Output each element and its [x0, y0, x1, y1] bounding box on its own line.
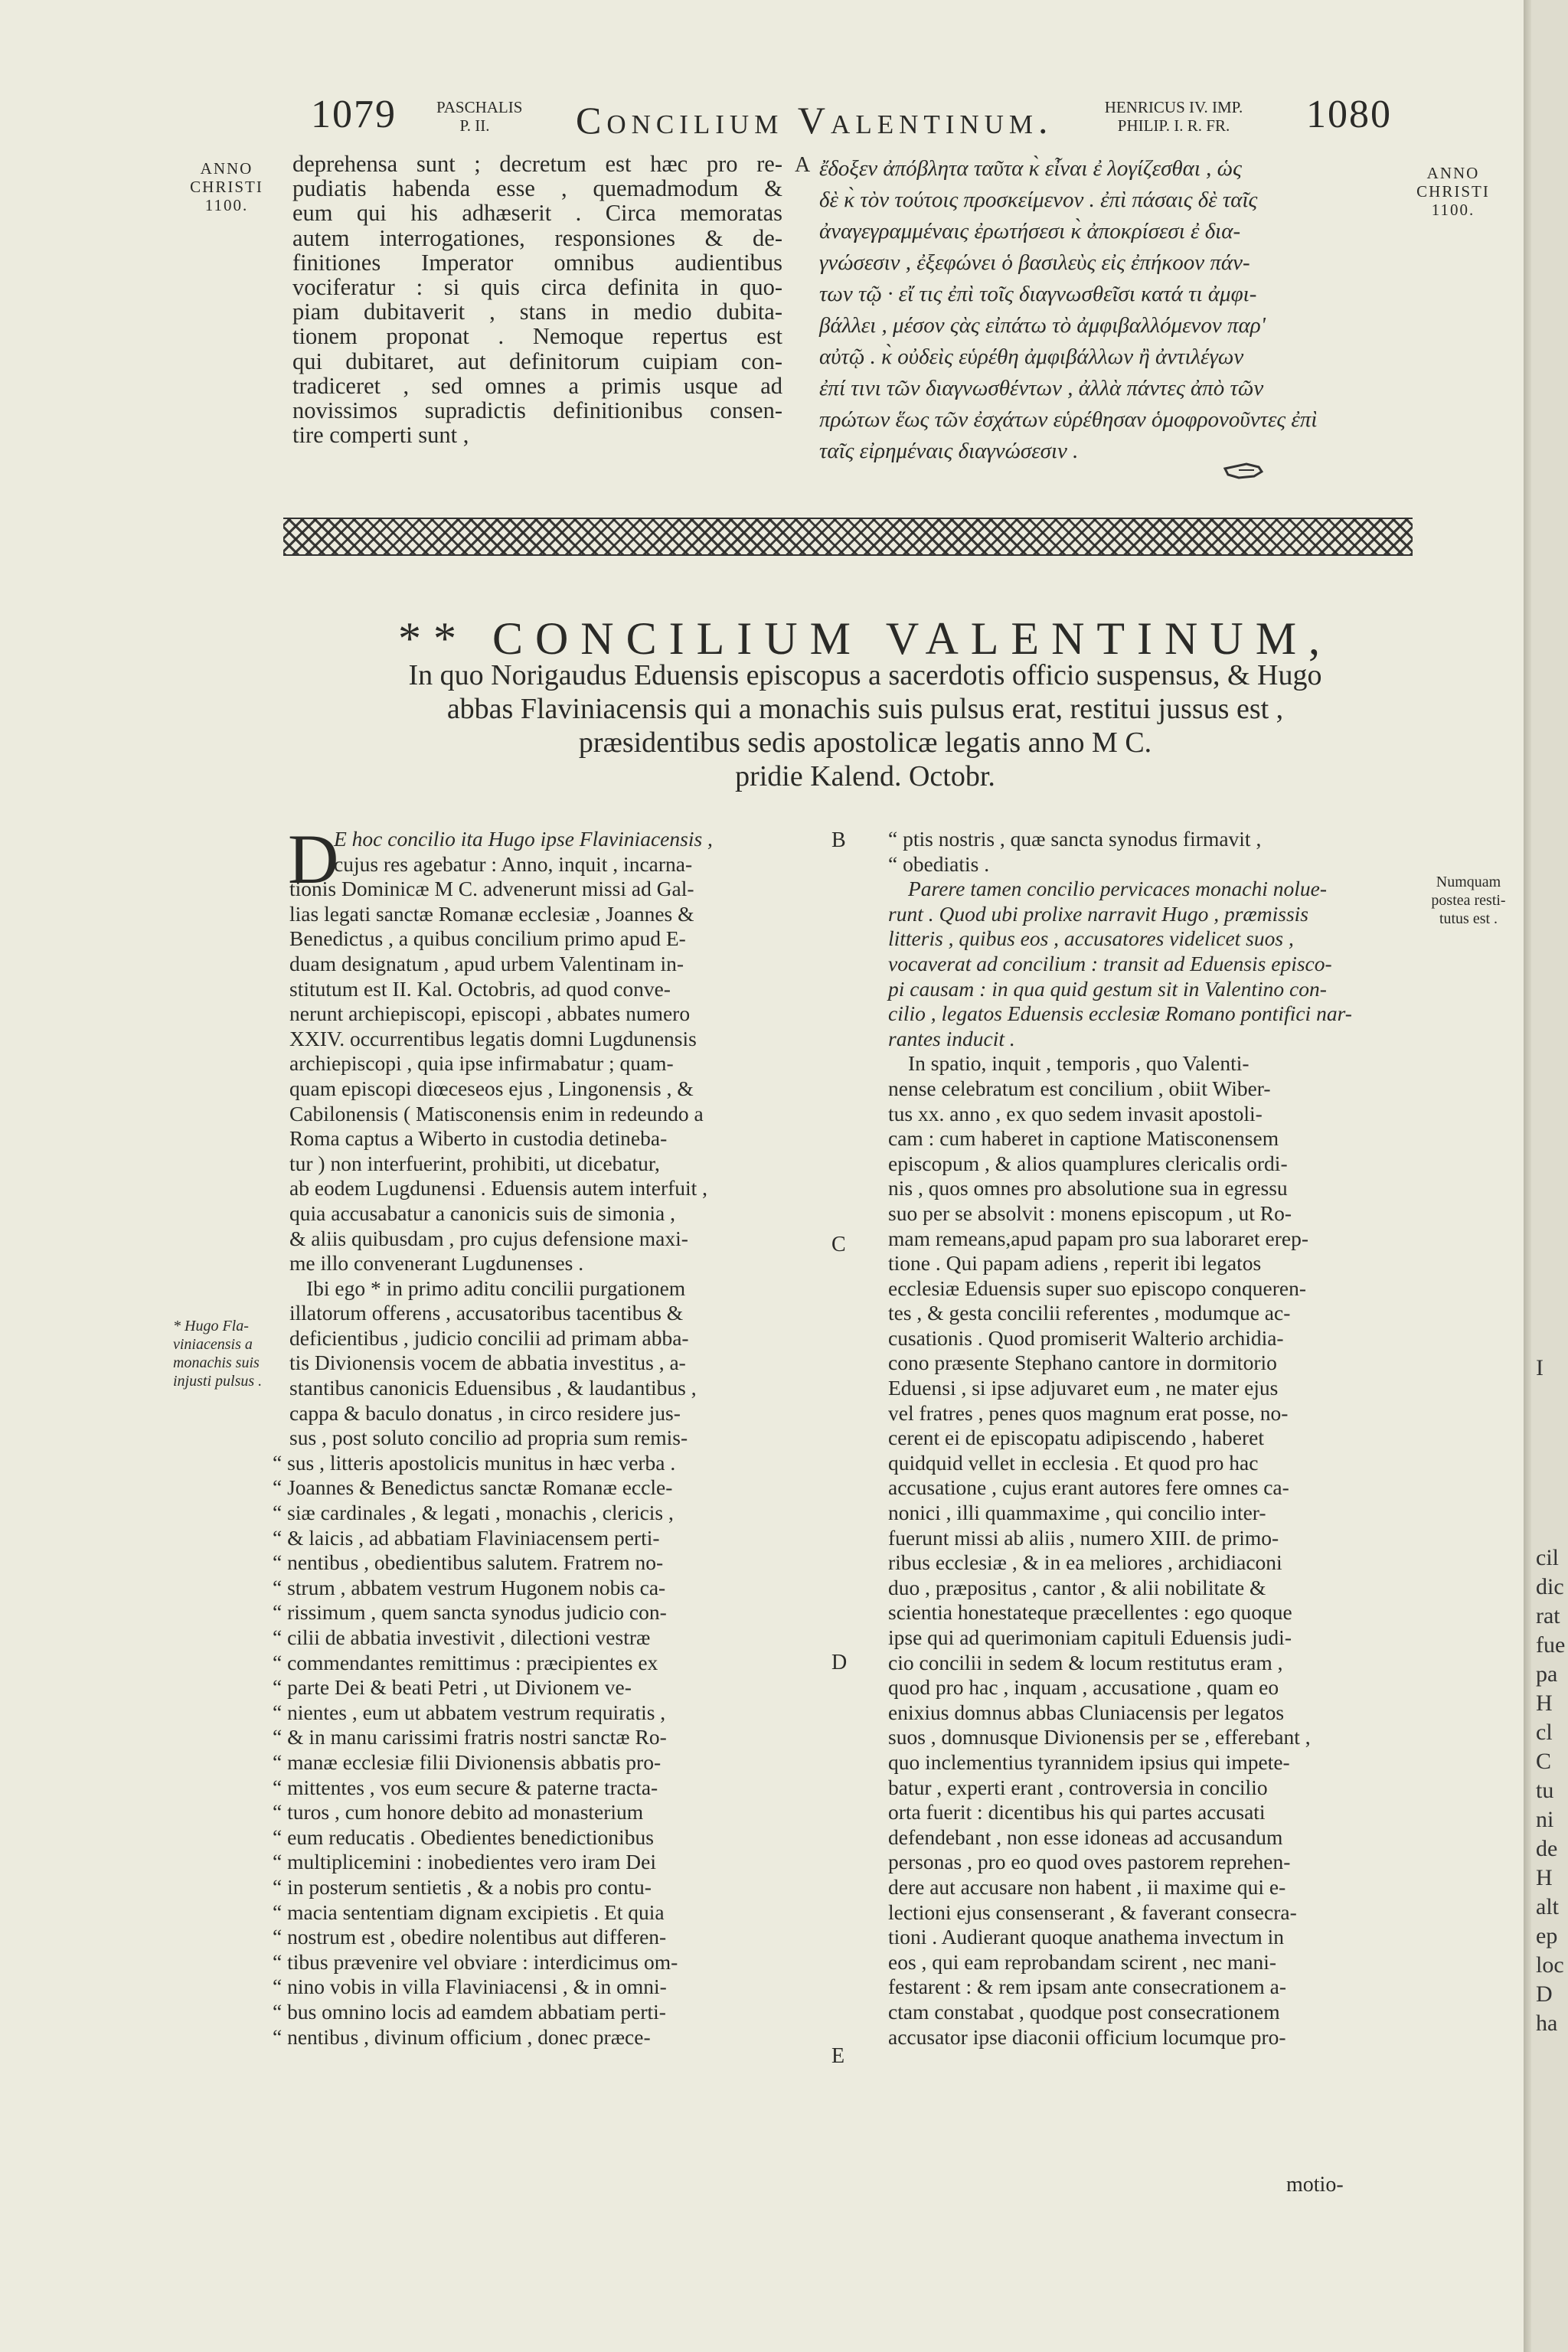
right-line: suos , domnusque Divionensis per se , efferebant ,: [888, 1725, 1311, 1749]
left-line: tis Divionensis vocem de abbatia investitus , a-: [289, 1351, 686, 1375]
facing-fragment: ni: [1536, 1807, 1554, 1832]
left-line: “ nentibus , divinum officium , donec præce-: [273, 2024, 651, 2049]
left-line: quam episcopi diœceseos ejus , Lingonensis , &: [289, 1076, 694, 1100]
section-title: ** CONCILIUM VALENTINUM,: [397, 613, 1333, 664]
section-letter-b: B: [831, 828, 846, 852]
facing-fragment: alt: [1536, 1894, 1559, 1919]
right-line: quidquid vellet in ecclesia . Et quod pro hac: [888, 1450, 1259, 1475]
book-gutter: [1524, 0, 1531, 2352]
right-line: pi causam : in qua quid gestum sit in Valentino con-: [888, 976, 1327, 1001]
left-line: lias legati sanctæ Romanæ ecclesiæ , Joannes &: [289, 901, 694, 926]
facing-fragment: fue: [1536, 1632, 1566, 1658]
right-line: orta fuerit : dicentibus his qui partes accusati: [888, 1800, 1266, 1824]
right-line: dere aut accusare non habent , ii maxime qui e-: [888, 1874, 1286, 1899]
facing-fragment: ha: [1536, 2011, 1558, 2036]
top-greek-line: ἔδοξεν ἀπόβλητα ταῦτα κ̀ εἶναι ἐ λογίζεσθαι , ὡς: [819, 156, 1242, 181]
right-line: defendebant , non esse idoneas ad accusandum: [888, 1824, 1283, 1849]
left-line: duam designatum , apud urbem Valentinam in-: [289, 951, 684, 975]
right-line: “ ptis nostris , quæ sancta synodus firmavit ,: [888, 827, 1262, 851]
left-line: Ibi ego * in primo aditu concilii purgationem: [306, 1276, 686, 1300]
left-line: “ siæ cardinales , & legati , monachis , clericis ,: [273, 1501, 674, 1525]
right-line: ctam constabat , quodque post consecrationem: [888, 1999, 1280, 2024]
right-line: enixius domnus abbas Cluniacensis per legatos: [888, 1700, 1285, 1724]
margin-note-line: postea resti-: [1431, 892, 1506, 909]
top-latin-text: [292, 152, 782, 447]
right-line: vel fratres , penes quos magnum erat posse, no-: [888, 1400, 1289, 1425]
right-line: duo , præpositus , cantor , & alii nobilitate &: [888, 1575, 1266, 1599]
left-line: “ parte Dei & beati Petri , ut Divionem ve-: [273, 1675, 632, 1700]
subtitle-line: abbas Flaviniacensis qui a monachis suis pulsus erat, restitui jussus est ,: [446, 693, 1284, 725]
pope-number: P. II.: [459, 116, 490, 135]
right-line: accusatione , cujus erant autores fere omnes ca-: [888, 1475, 1289, 1500]
right-line: In spatio, inquit , temporis , quo Valenti-: [908, 1051, 1250, 1076]
left-line: “ cilii de abbatia investivit , dilectioni vestræ: [273, 1625, 651, 1649]
right-line: Eduensi , si ipse adjuvaret eum , ne mater ejus: [888, 1376, 1279, 1400]
left-line: “ Joannes & Benedictus sanctæ Romanæ eccle-: [273, 1475, 673, 1500]
left-line: “ manæ ecclesiæ filii Divionensis abbatis pro-: [273, 1749, 662, 1774]
left-line: “ tibus prævenire vel obviare : interdicimus om-: [273, 1949, 678, 1974]
top-latin-line: pudiatis habenda esse , quemadmodum &: [292, 175, 782, 202]
left-line: quia accusabatur a canonicis suis de simonia ,: [289, 1200, 676, 1225]
left-line: “ nientes , eum ut abbatem vestrum requiratis ,: [273, 1700, 666, 1724]
left-line: cappa & baculo donatus , in circo residere jus-: [289, 1400, 681, 1425]
right-line: runt . Quod ubi prolixe narravit Hugo , præmissis: [888, 901, 1309, 926]
top-latin-line: vociferatur : si quis circa definita in quo-: [292, 274, 782, 301]
right-line: quo inclementius tyrannidem ipsius qui impete-: [888, 1749, 1290, 1774]
left-line: archiepiscopi , quia ipse infirmabatur ; quam-: [289, 1051, 674, 1076]
facing-fragment: D: [1536, 1981, 1553, 2007]
left-line: tionis Dominicæ M C. advenerunt missi ad Gal-: [289, 877, 694, 901]
right-line: ecclesiæ Eduensis super suo episcopo conqueren-: [888, 1276, 1307, 1300]
left-line: deficientibus , judicio concilii ad primam abba-: [289, 1325, 689, 1350]
section-letter-e: E: [831, 2044, 845, 2068]
left-line: stantibus canonicis Eduensibus , & laudantibus ,: [289, 1376, 697, 1400]
right-column: [888, 827, 1401, 2050]
catchword: motio-: [1286, 2173, 1344, 2197]
facing-fragment: de: [1536, 1836, 1558, 1861]
top-greek-text: [819, 153, 1401, 467]
right-line: ipse qui ad querimoniam capituli Eduensis judi-: [888, 1625, 1292, 1649]
left-line: “ sus , litteris apostolicis munitus in hæc verba .: [273, 1450, 676, 1475]
right-line: mam remeans,apud papam pro sua laboraret erep-: [888, 1226, 1308, 1250]
right-line: cono præsente Stephano cantore in dormitorio: [888, 1351, 1277, 1375]
left-line: “ nostrum est , obedire nolentibus aut differen-: [273, 1925, 667, 1949]
left-line: illatorum offerens , accusatoribus tacentibus &: [289, 1301, 684, 1325]
left-column: [273, 820, 818, 2050]
top-latin-line: eum qui his adhæserit . Circa memoratas: [292, 200, 782, 227]
top-latin-line: deprehensa sunt ; decretum est hæc pro re-: [292, 151, 782, 177]
right-line: eos , qui eam reprobandam scirent , nec mani-: [888, 1949, 1277, 1974]
top-latin-line: tire comperti sunt ,: [292, 422, 469, 449]
facing-fragment: pa: [1536, 1661, 1558, 1687]
left-line: XXIV. occurrentibus legatis domni Lugdunensis: [289, 1026, 697, 1050]
left-line: “ & in manu carissimi fratris nostri sanctæ Ro-: [273, 1725, 667, 1749]
facing-fragment: loc: [1536, 1952, 1564, 1978]
left-line: “ & laicis , ad abbatiam Flaviniacensem perti-: [273, 1525, 660, 1550]
left-line: Roma captus a Wiberto in custodia detineba-: [289, 1126, 668, 1151]
top-greek-line: ἐπί τινι τῶν διαγνωσθέντων , ἀλλὰ πάντες ἀπὸ τῶν: [819, 376, 1264, 400]
right-line: cilio , legatos Eduensis ecclesiæ Romano pontifici nar-: [888, 1001, 1352, 1026]
section-subtitle: [306, 658, 1424, 793]
top-latin-line: qui dubitaret, aut definitorum cuipiam con-: [292, 348, 782, 374]
left-line: me illo convenerant Lugdunenses .: [289, 1251, 584, 1276]
top-latin-line: piam dubitaverit , stans in medio dubita-: [292, 299, 782, 325]
anno-left-2: CHRISTI: [190, 178, 263, 196]
left-line: “ multiplicemini : inobedientes vero iram Dei: [273, 1850, 656, 1874]
top-greek-line: βάλλει , μέσον ςὰς εἰπάτω τὸ ἀμφιβαλλόμενον παρ': [819, 313, 1266, 338]
margin-note-line: tutus est .: [1439, 910, 1498, 927]
margin-note-line: Numquam: [1436, 874, 1501, 890]
right-line: “ obediatis .: [888, 851, 990, 876]
facing-fragment: H: [1536, 1865, 1553, 1890]
facing-fragment: tu: [1536, 1778, 1554, 1803]
right-line: tione . Qui papam adiens , reperit ibi legatos: [888, 1251, 1262, 1276]
section-letter-c: C: [831, 1233, 846, 1256]
left-line: E hoc concilio ita Hugo ipse Flaviniacensis ,: [334, 827, 713, 851]
right-line: fuerunt missi ab aliis , numero XIII. de primo-: [888, 1525, 1279, 1550]
facing-page-edge: [1531, 0, 1568, 2352]
left-line: “ in posterum sentietis , & a nobis pro contu-: [273, 1874, 652, 1899]
left-margin-note: [173, 1317, 280, 1390]
top-latin-line: novissimos supradictis definitionibus consen-: [292, 397, 782, 424]
right-line: personas , pro eo quod oves pastorem reprehen-: [888, 1850, 1291, 1874]
left-line: “ turos , cum honore debito ad monasterium: [273, 1800, 644, 1824]
page-number-right: 1080: [1306, 93, 1392, 136]
left-line: “ commendantes remittimus : præcipientes ex: [273, 1650, 658, 1674]
top-latin-line: tradiceret , sed omnes a primis usque ad: [292, 372, 782, 399]
top-greek-line: γνώσεσιν , ἐξεφώνει ὁ βασιλεὺς εἰς ἐπήκοον πάν-: [819, 250, 1250, 275]
anno-left: [181, 159, 273, 214]
margin-note-line: viniacensis a: [173, 1336, 253, 1353]
anno-left-3: 1100.: [204, 196, 249, 214]
left-line: “ mittentes , vos eum secure & paterne tracta-: [273, 1775, 658, 1799]
left-line: “ nino vobis in villa Flaviniacensi , & in omni-: [273, 1975, 667, 1999]
anno-right-1: ANNO: [1426, 164, 1480, 182]
subtitle-line: præsidentibus sedis apostolicæ legatis anno M C.: [578, 727, 1152, 759]
left-line: sus , post soluto concilio ad propria sum remis-: [289, 1426, 688, 1450]
right-line: cio concilii in sedem & locum restitutus eram ,: [888, 1650, 1283, 1674]
right-line: cerent ei de episcopatu adipiscendo , haberet: [888, 1426, 1264, 1450]
facing-fragment: cl: [1536, 1720, 1553, 1745]
left-line: Benedictus , a quibus concilium primo apud E-: [289, 926, 686, 951]
right-line: nonici , illi quammaxime , qui concilio inter-: [888, 1501, 1266, 1525]
top-latin-line: finitiones Imperator omnibus audientibus: [292, 249, 782, 276]
section-letter-a: A: [795, 153, 811, 177]
pointing-hand-icon: [1223, 455, 1263, 485]
right-line: batur , experti erant , controversia in concilio: [888, 1775, 1268, 1799]
right-line: Parere tamen concilio pervicaces monachi nolue-: [908, 877, 1328, 901]
margin-note-line: * Hugo Fla-: [173, 1318, 249, 1334]
right-line: tus xx. anno , ex quo sedem invasit apostoli-: [888, 1101, 1263, 1125]
top-latin-line: tionem proponat . Nemoque repertus est: [292, 323, 782, 350]
facing-fragment: rat: [1536, 1603, 1560, 1628]
ornamental-band: [283, 518, 1413, 556]
top-greek-line: πρώτων ἕως τῶν ἐσχάτων εὑρέθησαν ὁμοφρονοῦντες ἐπὶ: [819, 407, 1318, 432]
top-greek-line: ἀναγεγραμμέναις ἐρωτήσεσι κ̀ ἀποκρίσεσι ἐ δια-: [819, 219, 1241, 243]
anno-right-3: 1100.: [1431, 201, 1475, 219]
right-margin-note: [1418, 873, 1519, 928]
right-line: episcopum , & alios quamplures clericalis ordi-: [888, 1151, 1288, 1175]
left-line: tur ) non interfuerint, prohibiti, ut dicebatur,: [289, 1151, 660, 1175]
right-line: suo per se absolvit : monens episcopum , ut Ro-: [888, 1200, 1292, 1225]
ruler-emperor: HENRICUS IV. IMP.: [1104, 98, 1243, 116]
anno-left-1: ANNO: [200, 159, 253, 178]
pope-label: [436, 98, 523, 135]
left-line: Cabilonensis ( Matisconensis enim in redeundo a: [289, 1101, 704, 1125]
subtitle-line: In quo Norigaudus Eduensis episcopus a sacerdotis officio suspensus, & Hugo: [408, 659, 1322, 691]
left-line: “ strum , abbatem vestrum Hugonem nobis ca-: [273, 1575, 666, 1599]
facing-fragment: H: [1536, 1690, 1553, 1716]
right-line: nis , quos omnes pro absolutione sua in egressu: [888, 1176, 1288, 1200]
right-line: lectioni ejus consenserant , & faverant consecra-: [888, 1900, 1297, 1924]
running-title: Concilium Valentinum.: [576, 99, 1054, 142]
left-line: “ nentibus , obedientibus salutem. Fratrem no-: [273, 1550, 664, 1575]
top-greek-line: ταῖς εἰρημέναις διαγνώσεσιν .: [819, 439, 1079, 463]
rulers-label: [1086, 98, 1262, 135]
right-line: vocaverat ad concilium : transit ad Eduensis episco-: [888, 951, 1332, 975]
facing-fragment: ep: [1536, 1923, 1558, 1949]
top-latin-line: autem interrogationes, responsiones & de-: [292, 224, 782, 251]
left-line: cujus res agebatur : Anno, inquit , incarna-: [334, 851, 693, 876]
pope-name: PASCHALIS: [436, 98, 523, 116]
right-line: quod pro hac , inquam , accusatione , quam eo: [888, 1675, 1279, 1700]
section-letter-d: D: [831, 1651, 848, 1674]
right-line: tioni . Audierant quoque anathema invectum in: [888, 1925, 1285, 1949]
left-line: “ bus omnino locis ad eamdem abbatiam perti-: [273, 1999, 666, 2024]
right-line: festarent : & rem ipsam ante consecrationem a-: [888, 1975, 1286, 1999]
left-line: “ macia sententiam dignam excipietis . Et quia: [273, 1900, 665, 1924]
facing-fragment: cil: [1536, 1545, 1559, 1570]
left-line: “ rissimum , quem sancta synodus judicio con-: [273, 1600, 667, 1625]
top-greek-line: δὲ κ̀ τὸν τούτοις προσκείμενον . ἐπὶ πάσαις δὲ ταῖς: [819, 188, 1258, 212]
right-line: cam : cum haberet in captione Matisconensem: [888, 1126, 1279, 1151]
page-number-left: 1079: [311, 93, 397, 136]
anno-right-2: CHRISTI: [1416, 182, 1490, 201]
top-greek-line: των τῷ · εἴ τις ἐπὶ τοῖς διαγνωσθεῖσι κατά τι ἀμφι-: [819, 282, 1257, 306]
drop-cap: D: [288, 820, 339, 898]
right-line: cusationis . Quod promiserit Walterio archidia-: [888, 1325, 1284, 1350]
facing-fragment: dic: [1536, 1574, 1564, 1599]
facing-fragment: C: [1536, 1749, 1552, 1774]
top-greek-line: αὐτῷ . κ̀ οὐδεὶς εὑρέθη ἀμφιβάλλων ἢ ἀντιλέγων: [819, 345, 1244, 369]
left-line: ab eodem Lugdunensi . Eduensis autem interfuit ,: [289, 1176, 708, 1200]
left-line: “ eum reducatis . Obedientes benedictionibus: [273, 1824, 654, 1849]
right-line: tes , & gesta concilii referentes , modumque ac-: [888, 1301, 1291, 1325]
right-line: scientia honestateque præcellentes : ego quoque: [888, 1600, 1292, 1625]
subtitle-line: pridie Kalend. Octobr.: [735, 760, 995, 792]
margin-note-line: monachis suis: [173, 1354, 260, 1371]
ruler-king: PHILIP. I. R. FR.: [1117, 116, 1230, 135]
margin-note-line: injusti pulsus .: [173, 1373, 263, 1390]
right-line: rantes inducit .: [888, 1026, 1015, 1050]
left-line: nerunt archiepiscopi, episcopi , abbates numero: [289, 1001, 691, 1026]
facing-fragment: I: [1536, 1355, 1544, 1380]
left-line: & aliis quibusdam , pro cujus defensione maxi-: [289, 1226, 688, 1250]
right-line: litteris , quibus eos , accusatores videlicet suos ,: [888, 926, 1294, 951]
right-line: nense celebratum est concilium , obiit Wiber-: [888, 1076, 1271, 1100]
right-line: accusator ipse diaconii officium locumque pro-: [888, 2024, 1286, 2049]
anno-right: [1407, 164, 1499, 219]
left-line: stitutum est II. Kal. Octobris, ad quod conve-: [289, 976, 671, 1001]
right-line: ribus ecclesiæ , & in ea meliores , archidiaconi: [888, 1550, 1282, 1575]
